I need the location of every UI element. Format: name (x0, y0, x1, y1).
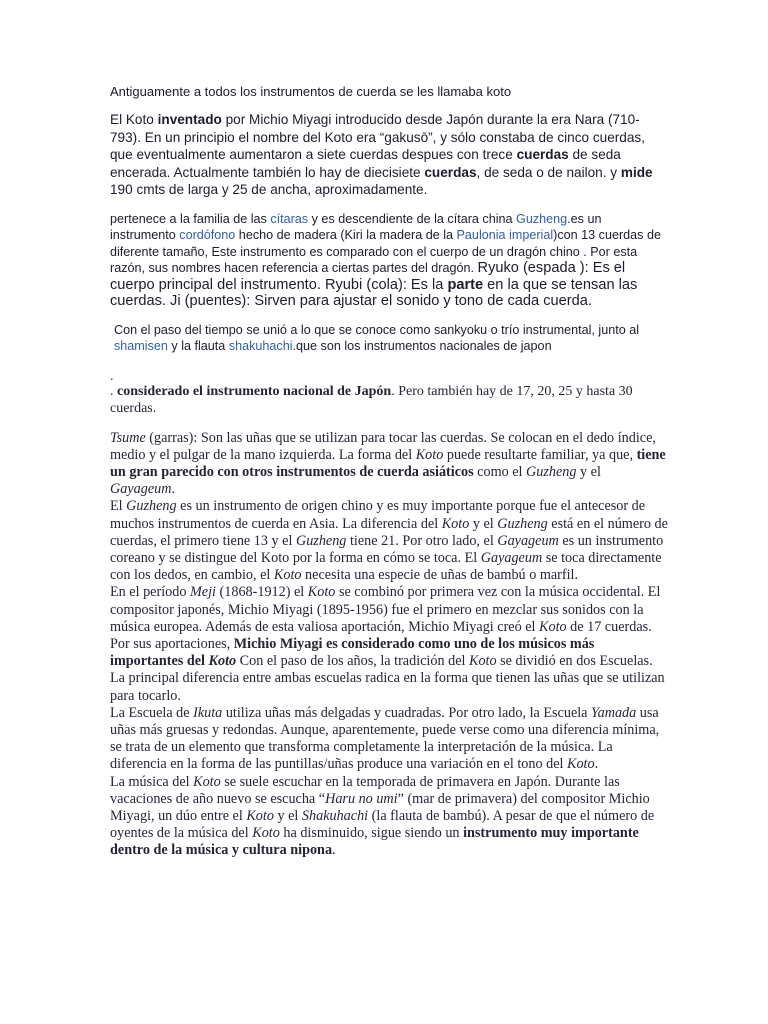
text: de seda encerada. Actualmente también lo hay de diecisiete (110, 147, 621, 180)
paragraph-guzheng (110, 498, 668, 584)
italic-text: Gayageum (110, 481, 172, 498)
text: La música del (110, 773, 194, 790)
paragraph-sankyoku (110, 322, 668, 355)
text: tiene 21. Por otro lado, el (346, 532, 498, 549)
text: . Pero también hay de 17, 20, 25 y hasta 30 cuerdas. (110, 383, 633, 416)
text: La Escuela de (110, 704, 194, 721)
text: y la flauta (167, 339, 229, 353)
bold-text: considerado el instrumento nacional de Japón (117, 383, 392, 399)
link-shakuhachi[interactable]: shakuhachi (228, 339, 293, 353)
text: )con 13 cuerdas de diferente tamaño, Este instrumento es comparado con el cuerpo de un dragón chino . Por esta razón, sus nombres hacen referencia a ciertas partes del dragón. (110, 228, 661, 275)
text: 190 cmts de larga y 25 de ancha, aproximadamente. (110, 182, 428, 197)
text: se combinó por primera vez con la música occidental. El compositor japonés, Michio Miyagi (1895-1956) fue el primero en mezclar sus sonidos con la música europea. Además de esta valiosa aportación, Michio Miyagi creó el (110, 584, 661, 635)
text: de 17 cuerdas. Por sus aportaciones, (110, 618, 652, 652)
text: se toca directamente con los dedos, en cambio, el (110, 549, 662, 584)
text: y es descendiente de la cítara china (308, 211, 517, 226)
bold-text: tiene un gran parecido con otros instrumentos de cuerda asiáticos (110, 446, 666, 480)
italic-text: Koto (415, 446, 444, 463)
text: (la flauta de bambú). A pesar de que el número de oyentes de la música del (110, 807, 655, 842)
italic-text: Guzheng (126, 498, 177, 515)
italic-text: Guzheng (295, 532, 347, 549)
text: .es un instrumento (110, 211, 602, 242)
bold-text: parte (447, 276, 484, 293)
text: y el (469, 515, 498, 532)
bold-text: cuerdas (516, 147, 569, 162)
text: El (110, 498, 127, 515)
paragraph-music-season (110, 774, 668, 860)
text: está en el número de cuerdas, el primero tiene 13 y el (110, 515, 668, 549)
text: ” (mar de primavera) del compositor Michio Miyagi, un dúo entre el (110, 790, 650, 824)
text: , de seda o de nailon. y (476, 164, 621, 180)
text: .que son los instrumentos nacionales de japon (292, 339, 552, 353)
link-paulonia-imperial[interactable]: Paulonia imperial (456, 228, 554, 242)
italic-text: Gayageum (497, 532, 559, 549)
article-body (110, 430, 668, 860)
bold-text: cuerdas (424, 164, 477, 180)
italic-text: Koto (441, 515, 470, 532)
text: necesita una especie de uñas de bambú o marfil. (301, 567, 579, 584)
bold-italic-text: Koto (208, 653, 237, 670)
paragraph-tsume (110, 430, 668, 499)
text: pertenece a la familia de las (110, 211, 271, 226)
italic-text: Meji (189, 584, 216, 601)
text: y el (273, 807, 302, 824)
text: ha disminuido, sigue siendo un (279, 825, 464, 842)
italic-text: Koto (252, 825, 280, 842)
bold-text: mide (620, 164, 653, 180)
text: En el período (110, 584, 190, 601)
link-guzheng[interactable]: Guzheng (516, 211, 568, 226)
italic-text: Yamada (591, 704, 637, 721)
link-cordofono[interactable]: cordófono (179, 228, 236, 242)
large-text: en la que se tensan las cuerdas. Ji (puentes): Sirven para ajustar el sonido y tono de cada cuerda. (110, 276, 638, 309)
link-shamisen[interactable]: shamisen (114, 339, 168, 353)
italic-text: Gayageum (480, 549, 543, 566)
italic-text: Koto (469, 653, 497, 670)
text: puede resultarte familiar, ya que, (443, 446, 637, 463)
document-title: Antiguamente a todos los instrumentos de cuerda se les llamaba koto (110, 84, 512, 99)
italic-text: Guzheng (497, 515, 548, 532)
link-citaras[interactable]: cítaras (270, 211, 309, 226)
paragraph-koto-origin (110, 111, 668, 199)
text: Con el paso del tiempo se unió a lo que se conoce como sankyoku o trío instrumental, junto al (114, 322, 640, 337)
text: . (594, 756, 599, 773)
italic-text: Haru no umi (325, 790, 398, 807)
paragraph-national-instrument (110, 383, 668, 417)
text: es un instrumento coreano y se distingue del Koto por la forma en cómo se toca. El (110, 532, 664, 566)
bold-text: Michio Miyagi es considerado como uno de los músicos más importantes del (110, 635, 595, 670)
text: (1868-1912) el (215, 584, 308, 601)
text: es un instrumento de origen chino y es muy importante porque fue el antecesor de muchos instrumentos de cuerda en Asia. La diferencia del (110, 498, 646, 532)
paragraph-meji-period (110, 584, 668, 704)
bold-text: instrumento muy importante dentro de la música y cultura nipona (110, 825, 639, 859)
italic-text: Koto (539, 618, 567, 635)
italic-text: Koto (307, 584, 336, 601)
paragraph-schools (110, 705, 668, 774)
text: usa uñas más gruesas y redondas. Aunque, aparentemente, puede verse como una diferencia mínima, se trata de un elemento que transforma completamente la interpretación de la música. La diferencia en la forma de las puntillas/uñas produce una variación en el tono del (110, 704, 660, 773)
italic-text: Guzheng (526, 463, 577, 480)
italic-text: Shakuhachi (301, 807, 369, 824)
italic-text: Ikuta (193, 704, 223, 721)
text: como el (473, 463, 527, 480)
text: El Koto (110, 112, 158, 127)
italic-text: Koto (193, 773, 221, 790)
paragraph-koto-family (110, 211, 668, 310)
large-text: Ryuko (espada ): Es el cuerpo principal del instrumento. Ryubi (cola): Es la (110, 260, 626, 293)
text: . (332, 842, 336, 859)
italic-text: Koto (273, 567, 302, 584)
italic-text: Koto (566, 756, 595, 773)
text: por Michio Miyagi introducido desde Japón durante la era Nara (710-793). En un principio el nombre del Koto era “gakusō”, y sólo constaba de cinco cuerdas, que eventualmente aumentaron a siete cuerdas despues con trece (110, 112, 645, 162)
separator-dot: . (110, 367, 114, 383)
text: (garras): Son las uñas que se utilizan para tocar las cuerdas. Se colocan en el dedo índice, medio y el pulgar de la mano izquierda. La forma del (110, 429, 656, 463)
text: . (110, 383, 117, 399)
text: hecho de madera (Kiri la madera de la (235, 228, 457, 242)
text: y el (576, 463, 601, 480)
text: se suele escuchar en la temporada de primavera en Japón. Durante las vacaciones de año nuevo se escucha “ (110, 773, 620, 807)
text: se dividió en dos Escuelas. La principal diferencia entre ambas escuelas radica en la forma que tienen las uñas que se utilizan para tocarlo. (110, 653, 665, 704)
text: . (171, 481, 176, 498)
bold-text: inventado (157, 112, 222, 127)
text: Con el paso de los años, la tradición del (236, 653, 469, 670)
italic-text: Tsume (110, 429, 146, 446)
text: utiliza uñas más delgadas y cuadradas. Por otro lado, la Escuela (222, 704, 592, 721)
italic-text: Koto (246, 807, 274, 824)
